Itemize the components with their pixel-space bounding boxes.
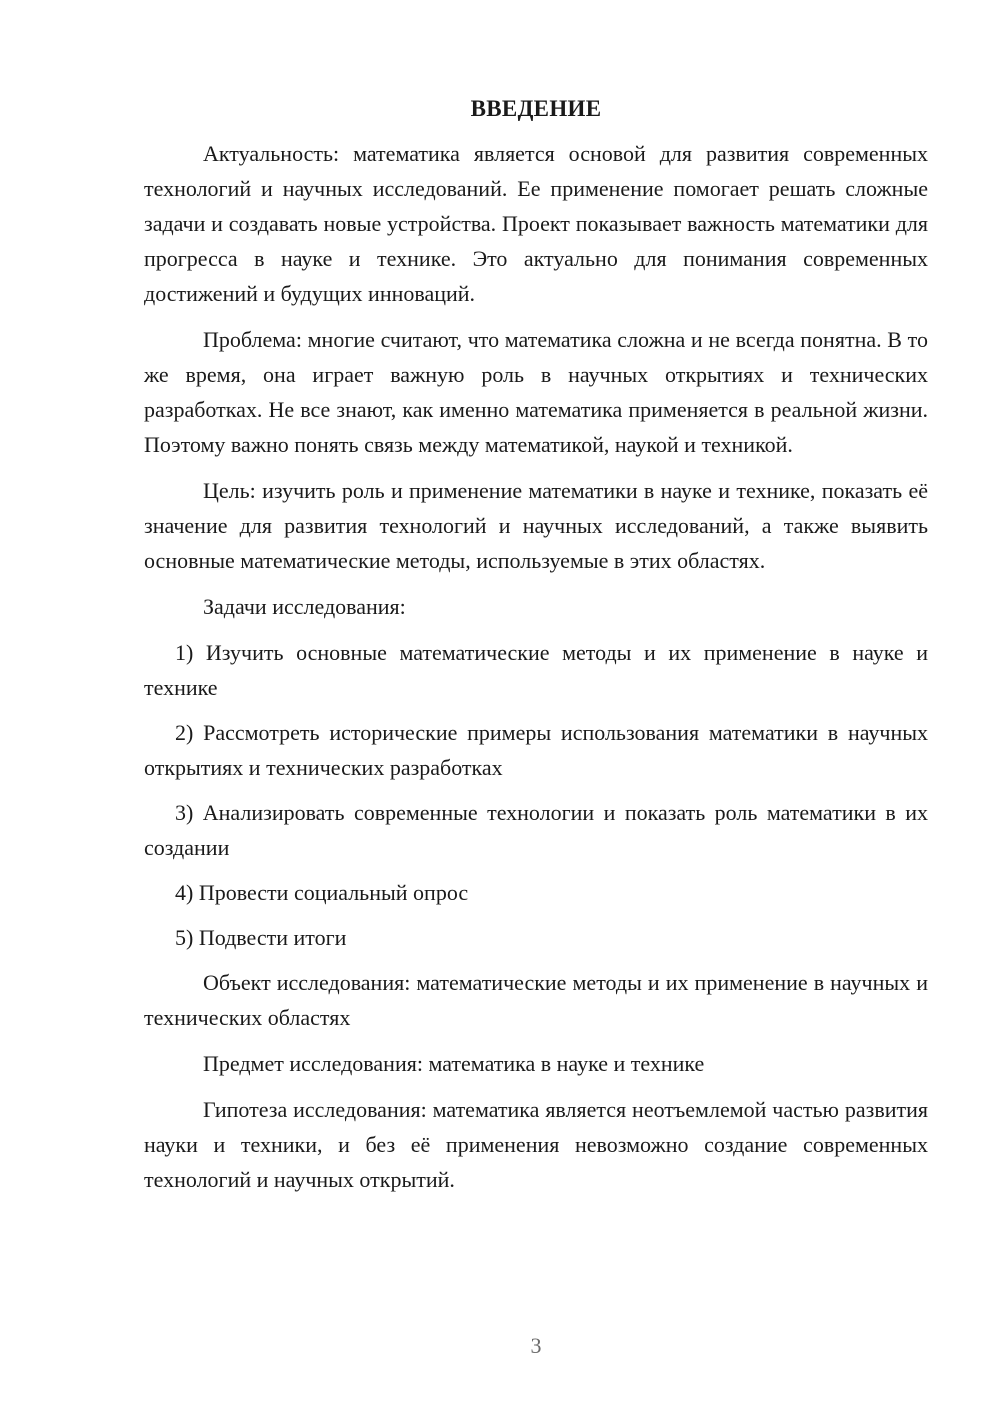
problem-paragraph: Проблема: многие считают, что математика сложна и не всегда понятна. В то же время, она играет важную роль в научных открытиях и технических разработках. Не все знают, как именно математика применяется в реальной жизни. Поэтому важно понять связь между математикой, наукой и техникой. [144, 327, 928, 457]
task-item-2: 2) Рассмотреть исторические примеры использования математики в научных открытиях и технических разработках [144, 720, 928, 780]
object-paragraph: Объект исследования: математические методы и их применение в научных и технических областях [144, 970, 928, 1030]
subject-paragraph: Предмет исследования: математика в науке и технике [203, 1051, 705, 1076]
tasks-list [144, 635, 928, 955]
task-item-1: 1) Изучить основные математические методы и их применение в науке и технике [144, 640, 928, 700]
relevance-paragraph: Актуальность: математика является основой для развития современных технологий и научных исследований. Ее применение помогает решать сложные задачи и создавать новые устройства. Проект показывает важность математики для прогресса в науке и технике. Это актуально для понимания современных достижений и будущих инноваций. [144, 141, 928, 306]
hypothesis-paragraph: Гипотеза исследования: математика является неотъемлемой частью развития науки и техники, и без её применения невозможно создание современных технологий и научных открытий. [144, 1097, 928, 1192]
goal-paragraph: Цель: изучить роль и применение математики в науке и технике, показать её значение для развития технологий и научных исследований, а также выявить основные математические методы, используемые в этих областях. [144, 478, 928, 573]
task-item-3: 3) Анализировать современные технологии и показать роль математики в их создании [144, 800, 928, 860]
section-title: ВВЕДЕНИЕ [470, 96, 602, 121]
task-item-4: 4) Провести социальный опрос [175, 880, 469, 905]
task-item-5: 5) Подвести итоги [175, 925, 347, 950]
page-number: 3 [530, 1333, 542, 1358]
tasks-heading: Задачи исследования: [203, 594, 406, 619]
document-page [144, 92, 928, 1208]
